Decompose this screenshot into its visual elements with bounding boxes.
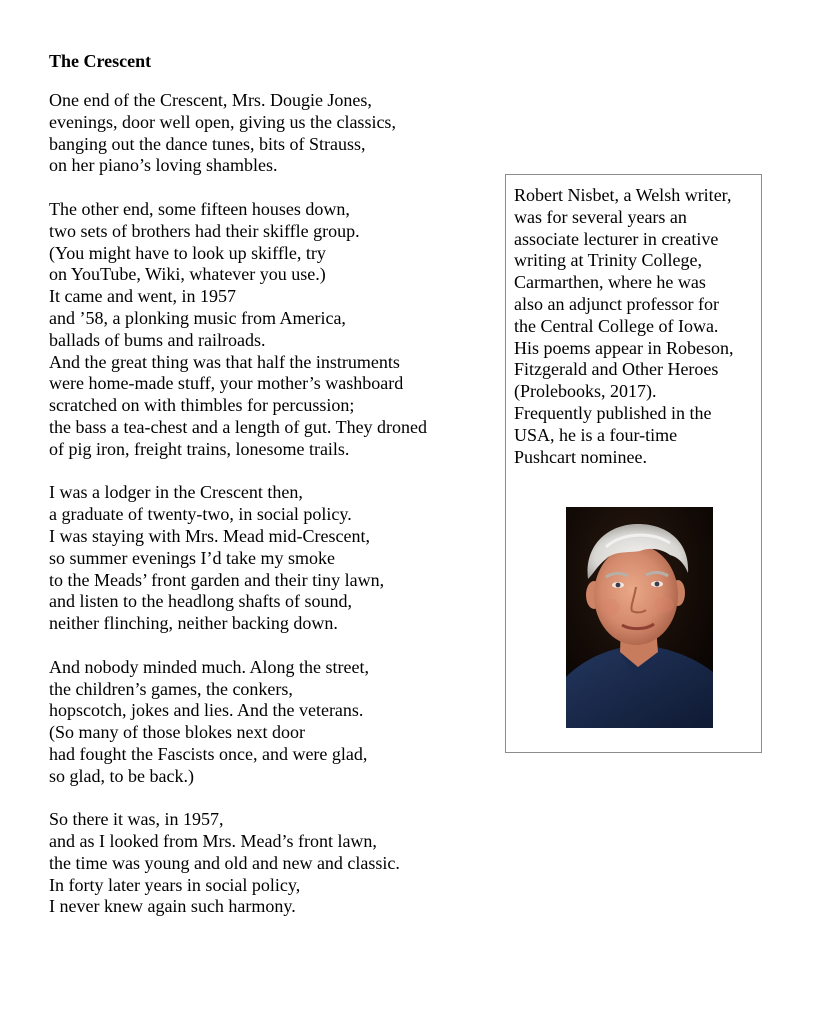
poem-line: the time was young and old and new and classic. [49, 852, 400, 873]
poem-line: on her piano’s loving shambles. [49, 155, 278, 176]
bio-line: the Central College of Iowa. [514, 315, 719, 336]
poem-line: of pig iron, freight trains, lonesome trails. [49, 438, 350, 459]
bio-line: (Prolebooks, 2017). [514, 381, 657, 402]
poem-line: In forty later years in social policy, [49, 874, 301, 895]
poem-line: scratched on with thimbles for percussion; [49, 395, 355, 416]
poem-line: The other end, some fifteen houses down, [49, 198, 350, 219]
bio-line: Carmarthen, where he was [514, 272, 706, 293]
poem-line: evenings, door well open, giving us the classics, [49, 111, 396, 132]
stanza-3 [49, 482, 489, 635]
poem-line: ballads of bums and railroads. [49, 329, 266, 350]
poem-line: And nobody minded much. Along the street, [49, 656, 369, 677]
poem-title: The Crescent [49, 51, 152, 71]
poem-line: the children’s games, the conkers, [49, 678, 293, 699]
poem-body [49, 90, 489, 940]
poem-line: I never knew again such harmony. [49, 896, 296, 917]
poem-line: on YouTube, Wiki, whatever you use.) [49, 264, 326, 285]
poem-line: so glad, to be back.) [49, 765, 194, 786]
poem-line: so summer evenings I’d take my smoke [49, 547, 335, 568]
stanza-4 [49, 657, 489, 788]
bio-line: writing at Trinity College, [514, 250, 703, 271]
poem-line: (You might have to look up skiffle, try [49, 242, 326, 263]
stanza-2 [49, 199, 489, 461]
poem-line: the bass a tea-chest and a length of gut. They droned [49, 416, 428, 437]
bio-line: also an adjunct professor for [514, 293, 719, 314]
bio-line: Robert Nisbet, a Welsh writer, [514, 185, 732, 205]
poem-line: and as I looked from Mrs. Mead’s front lawn, [49, 831, 377, 852]
stanza-1 [49, 90, 489, 177]
bio-line: Frequently published in the [514, 402, 712, 423]
poem-line: And the great thing was that half the instruments [49, 351, 400, 372]
poem-line: So there it was, in 1957, [49, 809, 224, 830]
poem-line: to the Meads’ front garden and their tiny lawn, [49, 569, 385, 590]
bio-line: USA, he is a four-time [514, 424, 678, 445]
author-portrait [566, 507, 713, 728]
poem-line: had fought the Fascists once, and were glad, [49, 743, 368, 764]
poem-line: It came and went, in 1957 [49, 286, 236, 307]
bio-line: Pushcart nominee. [514, 446, 647, 467]
author-bio-box [505, 174, 762, 753]
poem-line: I was staying with Mrs. Mead mid-Crescent, [49, 525, 370, 546]
poem-line: were home-made stuff, your mother’s washboard [49, 373, 404, 394]
poem-line: I was a lodger in the Crescent then, [49, 482, 303, 503]
poem-line: neither flinching, neither backing down. [49, 613, 338, 634]
bio-line: associate lecturer in creative [514, 228, 719, 249]
poem-line: two sets of brothers had their skiffle group. [49, 220, 360, 241]
bio-line: His poems appear in Robeson, [514, 337, 734, 358]
poem-line: a graduate of twenty-two, in social policy. [49, 504, 352, 525]
bio-line: was for several years an [514, 206, 687, 227]
bio-line: Fitzgerald and Other Heroes [514, 359, 719, 380]
poem-line: hopscotch, jokes and lies. And the veterans. [49, 700, 364, 721]
poem-line: and listen to the headlong shafts of sound, [49, 591, 352, 612]
poem-line: and ’58, a plonking music from America, [49, 307, 346, 328]
stanza-5 [49, 809, 489, 918]
poem-line: (So many of those blokes next door [49, 722, 305, 743]
author-bio-text [514, 185, 759, 468]
poem-line: banging out the dance tunes, bits of Strauss, [49, 133, 366, 154]
poem-line: One end of the Crescent, Mrs. Dougie Jones, [49, 90, 372, 110]
